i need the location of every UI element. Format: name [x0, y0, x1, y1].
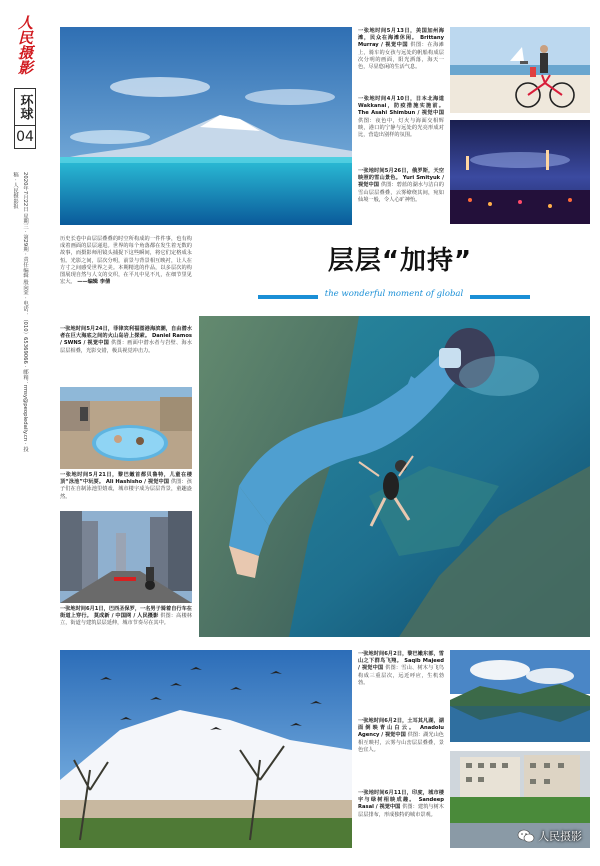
- photo-rooftop-pool: [60, 387, 192, 469]
- caption-7: [358, 651, 444, 687]
- subtitle-bar: [258, 290, 530, 304]
- page-number: 04: [15, 125, 35, 148]
- page-subtitle: the wonderful moment of global: [320, 289, 468, 299]
- caption-8: [358, 718, 444, 754]
- caption-1: [358, 28, 444, 71]
- section-box: [14, 88, 36, 149]
- photo-lake-reflection: [450, 650, 590, 742]
- caption-3: [358, 168, 444, 204]
- caption-2-lead: 一张地时间4月10日，日本北海道Wakkanai，防疫措施实施前。: [358, 96, 444, 110]
- caption-3-credit: Yuri Smityuk / 视觉中国: [358, 175, 444, 189]
- photo-snow-mountain-birds: [60, 650, 352, 848]
- caption-7-lead: 一张地时间6月2日，黎巴嫩东部，雪山之下群鸟飞翔。: [358, 651, 444, 665]
- caption-8-body: 供图：湖光山色相互映衬，云雾与山峦层层叠叠，景色宜人。: [358, 732, 444, 753]
- subtitle-bar-left: [258, 295, 318, 299]
- caption-3-lead: 一张地时间5月26日，俄罗斯，天空映照的雪山景色。: [358, 168, 444, 182]
- caption-6-lead: 一张地时间6月1日，巴西圣保罗，一名男子骑着自行车在街道上穿行。: [60, 606, 192, 620]
- masthead-logo: 人民摄影: [16, 15, 34, 75]
- caption-2: [358, 96, 444, 139]
- wechat-icon: [518, 829, 534, 843]
- issue-meta: 2020年7月22日 星期三 · 第29期 · 责任编辑 殷向荣 · 电话：（010）65369066 · 邮箱：rmsy@peopledaily.cn · 投稿 · 人民摄影报: [12, 172, 28, 452]
- caption-5-credit: Ali Hashisho / 视觉中国: [105, 479, 170, 486]
- photo-night-harbor: [450, 120, 590, 224]
- caption-1-body: 供图：在海滩上，骑车的女孩与远处的帆船构成层次分明的画面，阳光洒落，海天一色，尽显悠闲的生活气息。: [358, 42, 444, 71]
- caption-1-credit: Brittany Murray / 视觉中国: [358, 35, 444, 49]
- intro-editor: ——编辑 李倩: [77, 279, 111, 286]
- intro-text: [60, 236, 192, 286]
- caption-4: [60, 326, 192, 355]
- caption-2-credit: The Asahi Shimbun / 视觉中国: [358, 110, 444, 117]
- watermark: [518, 826, 582, 846]
- photo-mountain-lake: [60, 27, 352, 225]
- photo-city-street: [60, 511, 192, 603]
- photo-beach-bike: [450, 27, 590, 113]
- caption-7-body: 供图：雪山、树木与飞鸟构成三重层次，远近呼应，生机勃勃。: [358, 665, 444, 686]
- masthead: [14, 10, 36, 80]
- caption-4-body: 供图：画面中潜水者与岩壁、海水层层相叠，光影交错，极具视觉冲击力。: [60, 340, 192, 354]
- caption-8-lead: 一张地时间6月2日，土耳其凡湖，湖面倒映青山白云。: [358, 718, 444, 732]
- caption-6: [60, 606, 192, 628]
- intro-body: 历史长卷中由层层叠叠的时空所构成的一件件事，也有构成着画面的层层递进。世界的每个角落都在发生着无数的故事，而摄影师用镜头捕捉下这些瞬间，将它们定格成永恒。光影之间，层次分明，前景与背景相互映衬，让人在方寸之间感受世界之美。本期精选的作品，以多层次的构图展现自然与人文的交织，在平凡中见不凡，在细节里见宏大。: [60, 236, 192, 286]
- caption-9-body: 供图：建筑与树木层层排布，形成独特的城市景观。: [358, 804, 444, 818]
- caption-4-credit: Daniel Ramos / SWNS / 视觉中国: [60, 333, 192, 347]
- section-name: 环球: [17, 94, 33, 120]
- caption-5-body: 供图：孩子们在自制泳池里嬉戏，城市楼宇成为层层背景，童趣盎然。: [60, 479, 192, 500]
- watermark-text: 人民摄影: [538, 830, 582, 843]
- caption-9-credit: Sandeep Rasal / 视觉中国: [358, 797, 444, 811]
- caption-5: [60, 472, 192, 501]
- caption-9: [358, 790, 444, 819]
- caption-5-lead: 一张地时间5月21日，黎巴嫩首都贝鲁特，儿童在楼顶“泳池”中玩耍。: [60, 472, 192, 486]
- caption-4-lead: 一张地时间5月24日，菲律宾利福图港海滨潮，自由潜水者在巨大海底之间的火山岛岩上探索。: [60, 326, 192, 340]
- caption-1-lead: 一张地时间5月13日，美国加州海滩，民众在海滩休闲。: [358, 28, 444, 42]
- caption-9-lead: 一张地时间6月11日，印度，城市楼宇与绿树相映成趣。: [358, 790, 444, 804]
- page-title: 层层“加持”: [327, 246, 473, 276]
- subtitle-bar-right: [470, 295, 530, 299]
- caption-2-body: 供图：夜色中，灯火与海面交相辉映，港口的宁静与远处的光亮形成对比，营造出别样的氛围。: [358, 117, 444, 139]
- photo-freediver: [199, 316, 590, 637]
- caption-7-credit: Saqib Majeed / 视觉中国: [358, 658, 444, 672]
- caption-3-body: 供图：碧蓝的湖水与洁白的雪山层层叠叠，云雾缭绕其间，宛如仙境一般，令人心旷神怡。: [358, 182, 444, 203]
- caption-6-body: 供图：高楼林立，街道与建筑层层延伸，城市节奏尽在其中。: [60, 613, 192, 627]
- caption-6-credit: 莫成新 / 中国网 / 人民摄影: [93, 613, 159, 620]
- caption-8-credit: Anadolu Agency / 视觉中国: [358, 725, 444, 739]
